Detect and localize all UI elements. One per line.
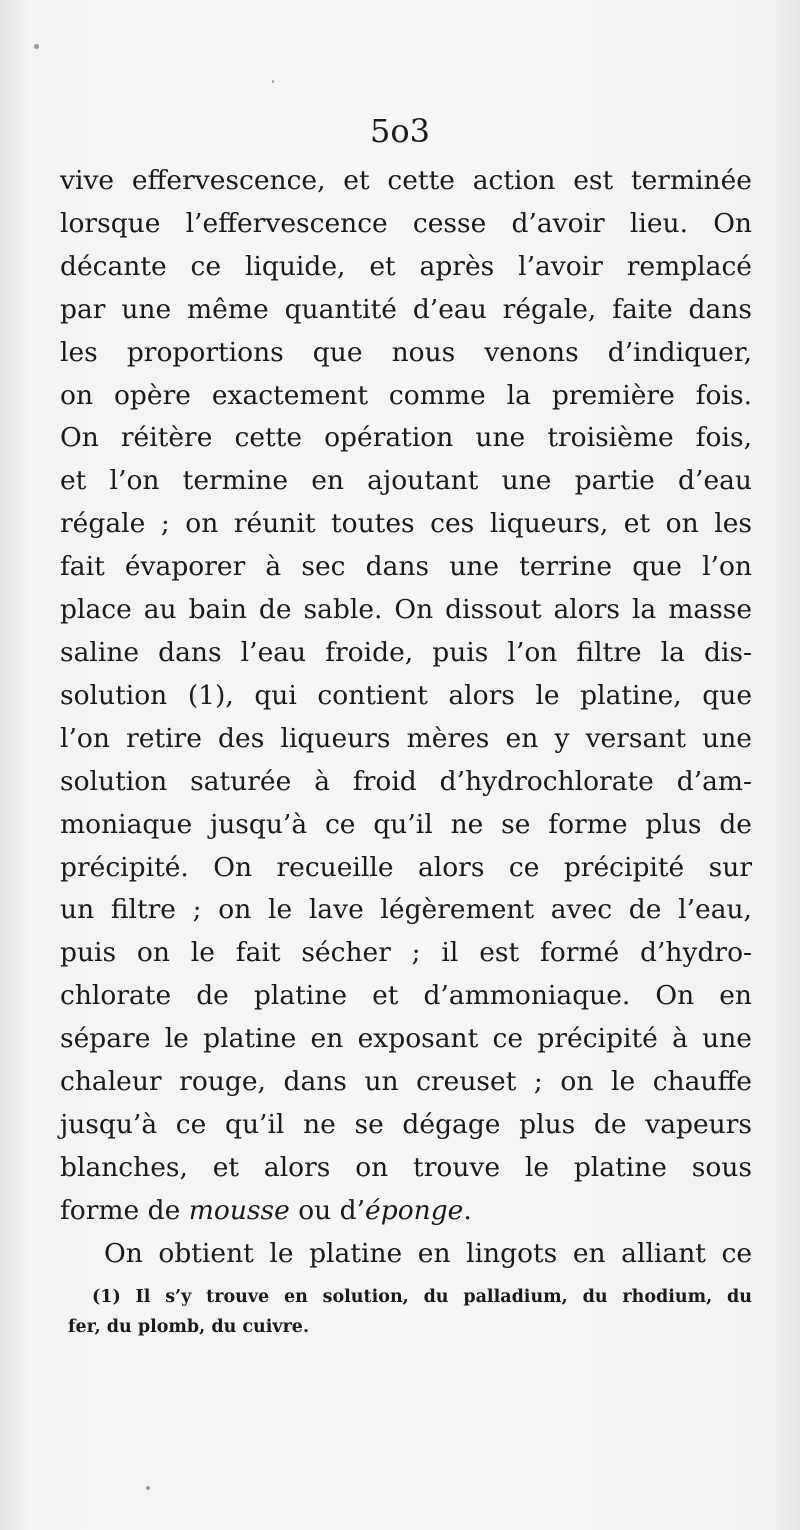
text-line: régale ; on réunit toutes ces liqueurs, et on les [60,508,752,540]
text-line: chaleur rouge, dans un creuset ; on le chauffe [60,1066,752,1098]
footnote-line: fer, du plomb, du cuivre. [68,1317,310,1337]
text-line: jusqu’à ce qu’il ne se dégage plus de vapeurs [60,1108,752,1140]
text-line: un filtre ; on le lave légèrement avec de l’eau, [60,894,752,926]
text-line: on opère exactement comme la première fois. [60,379,752,411]
text-line: solution saturée à froid d’hydrochlorate d’am- [60,765,752,797]
text-line: et l’on termine en ajoutant une partie d’eau [60,465,752,497]
text-line: moniaque jusqu’à ce qu’il ne se forme plus de [60,808,752,840]
paper-speck [34,44,39,49]
text-line: solution (1), qui contient alors le platine, que [60,679,752,711]
paper-speck [272,80,274,83]
text-line: fait évaporer à sec dans une terrine que l’on [60,551,752,583]
paragraph-start-line: On obtient le platine en lingots en alliant ce [104,1237,752,1269]
text-line: l’on retire des liqueurs mères en y versant une [60,722,752,754]
text-line: lorsque l’effervescence cesse d’avoir lieu. On [60,207,752,239]
text-line: sépare le platine en exposant ce précipité à une [60,1023,752,1055]
footnote [68,1282,752,1342]
text-line: les proportions que nous venons d’indiquer, [60,336,752,368]
text-line: blanches, et alors on trouve le platine sous [60,1151,752,1183]
text-fragment: ou d’ [289,1194,366,1226]
text-line: chlorate de platine et d’ammoniaque. On en [60,980,752,1012]
paper-speck [146,1486,150,1490]
paragraph-end-line [60,1190,752,1233]
text-line: vive effervescence, et cette action est terminée [60,165,752,196]
text-line: par une même quantité d’eau régale, faite dans [60,293,752,325]
text-line: place au bain de sable. On dissout alors la masse [60,594,752,626]
text-line: On réitère cette opération une troisième fois, [60,422,752,454]
body-text [60,160,752,1276]
text-line: précipité. On recueille alors ce précipité sur [60,851,752,883]
page-number: 5o3 [370,112,430,150]
footnote-line: (1) Il s’y trouve en solution, du palladium, du rhodium, du [92,1287,752,1307]
italic-term: mousse [188,1194,290,1226]
text-line: puis on le fait sécher ; il est formé d’hydro- [60,937,752,969]
italic-term: éponge [365,1194,464,1226]
text-fragment: . [463,1194,472,1226]
text-line: décante ce liquide, et après l’avoir remplacé [60,250,752,282]
text-line: saline dans l’eau froide, puis l’on filtre la dis- [60,636,752,668]
text-fragment: forme de [60,1194,189,1226]
